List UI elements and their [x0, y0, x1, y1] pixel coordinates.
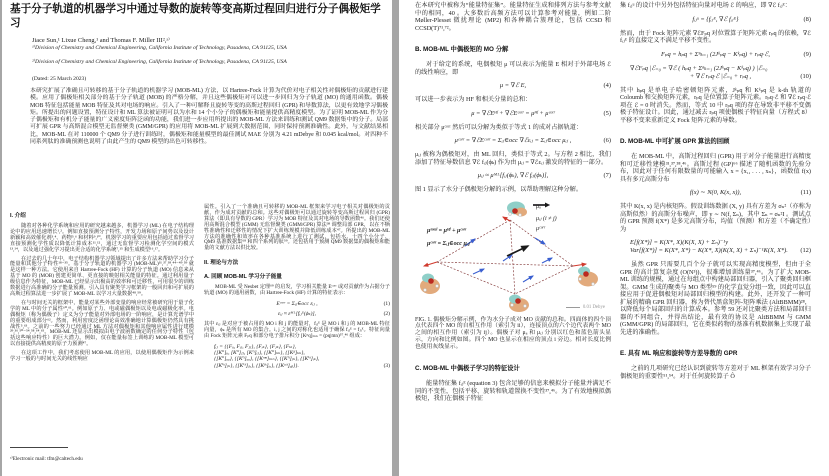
- paragraph: 随着对各种化学系统和应用的研究越来越多，机器学习 (ML) 在电子结构理论中的应用迅速增长¹,²。例如直接预测分子特性，开发力场和原子间势以及设计新颖和高效催化剂³,⁴、药物⁵,⁶ 和材料⁹,¹⁰。机器学习的重要应用包括通过监督学习直接预测化学性质以降低计算成本¹¹,¹²，通过无监督学习检测化学空间的模式¹³,¹⁴，以及通过强化学习提出更合适的化学系统⁷,¹⁵ 和生成模型¹⁶,¹⁷。: [10, 223, 194, 253]
- paragraph: 可以进一步表示为 HF 和相关分量的总和：: [415, 96, 532, 103]
- paragraph: 在这项工作中，我们考虑使用 MOB-ML 的应用，以使用偶极矩作为示例来学习一般的与时间无关的线性响应: [10, 350, 194, 363]
- equation-10: ∇ℰFₚq |ℰ₌₀ = ∇ℰ ( hₚq + Σⁿₖ₌₁ (2Jᵏₚq − Kᵏₚq) ) |ℰ₌₀ + ∇ℰ rₚq·ℰ |ℰ₌₀ + rₚq , (10): [630, 64, 811, 80]
- affiliation-1: ¹⁾Division of Chemistry and Chemical Engineering, California Institute of Technology, Pasadena, CA 91125, USA: [32, 45, 287, 51]
- page1-column-right: [204, 205, 390, 373]
- equation-9: Fₚq = hₚq + Σⁿₖ₌₁ (2Jᵏₚq − Kᵏₚq) + rₚq·ℰ, (9): [661, 50, 811, 58]
- equation-number: (11): [800, 189, 811, 196]
- section-heading-feature-design: C. MOB-ML 中偶极子学习的特征设计: [415, 365, 520, 373]
- equation-number: (4): [603, 82, 611, 89]
- paragraph: 在 MOB-ML 中，高斯过程回归 (GPR) 用于对分子能量进行高精度和可迁移性建模³¹,³⁷,³⁸,⁴⁶。高斯过程 (GP)⁶⁶ 描述了随机函数的先验分布，因此对于任何有限数量的可能输入 x = {x₁, . . . , xₙ}，函数值 f(x) 具有多元高斯分布: [620, 153, 811, 183]
- figure-1: [415, 200, 607, 314]
- abstract: 本研究扩展了准确且可转移的基于分子轨道的机器学习 (MOB-ML) 方法，以 Hartree-Fock 计算为代价对电子相关性对偶极矩的贡献进行建模。应用了偶极矩相关部分的基于分子轨道 (MOB) 的严格分解，并且这些偶极矩对可以进一步回归为分子轨道 (MO) 的通用函数。偶极 MOB 特征包括能量 MOB 特征及其对电场的响应。引入了一种可解释且旋转等变的高斯过程回归 (GPR) 和导数算法，以更有效地学习偶极矩。所提出的问题设置，特征设计和 ML 算法被证明可以为水和 14 个小分子的偶极矩和能量提供高精度模型。为了证明 MOB-ML 作为分子偶极矩和有机分子能量的广义密度矩阵泛函的功能，我们进一步应用所提出的 MOB-ML 方法来训练和测试 QM9 数据集中的分子。局部可扩展 GPR 与高斯混合模型无监督聚类 (GMM/GPR) 的应用将 MOB-ML 扩展到大数据范围，同时保持预测准确性。此外，与文献结果相比，MOB-ML 在对 110000 个 QM9 分子进行训练时，偶极矩和能量模型的最佳测试 MAE 分别为 4.21 mDebye 和 0.045 kcal/mol。对四种不同系列肽的准确预测也说明了由此产生的 QM9 模型的出色可转移性。: [30, 88, 388, 146]
- footnote-email: ᵃ⁾Electronic mail: tfm@caltech.edu: [10, 456, 83, 462]
- section-heading-theory: II. 理论与方法: [204, 260, 239, 267]
- equation-number: (3): [383, 362, 390, 369]
- equation-number: (5): [603, 109, 611, 117]
- equation-number: (9): [803, 50, 811, 58]
- equation-number: (12): [800, 247, 811, 254]
- paragraph: 相关部分 μᶜᵒʳʳ 然后可以分解为类似于等式 1 的成对占据轨道：: [415, 123, 583, 131]
- section-heading-scalable-gpr: D. MOB-ML 中可扩展 GPR 算法的回顾: [620, 138, 730, 145]
- section-heading-intro: I. 介绍: [10, 213, 26, 219]
- scale-line: [566, 307, 580, 308]
- equation-number: (6): [603, 137, 611, 144]
- correlation-dipole-arrow: [507, 246, 528, 256]
- section-heading-mo-decomposition: B. MOB-ML 中偶极矩的 MO 分解: [415, 46, 509, 53]
- mo-orbital-bottom: [509, 294, 529, 312]
- black-arrow-icon: [533, 202, 550, 208]
- figure-formula-corr: μᶜᵒʳʳ = Σᵢⱼ∈occ μᵢⱼ: [427, 240, 470, 247]
- figure-legend: [533, 202, 607, 235]
- equation-12: E[f(X*)] = K(X*, X)(K(X, X) + Σₙ)⁻¹y Var[f(X*)] = K(X*, X*) − K(X*, X)(K(X, X) + Σₙ)⁻¹K(X, X*). (12): [630, 239, 811, 254]
- paragraph: 图 1 显示了水分子偶极矩分解的示例，以帮助理解这种分解。: [415, 186, 583, 193]
- date-line: (Dated: 25 March 2023): [32, 76, 87, 82]
- paragraph: 然而，由于 Fock 矩阵元素 ∇ℰFₚq 对位置算子矩阵元素 rₚq 的依赖，∇ℰ fᵢⱼᴱ 的直接定义不满足平移不变性。: [620, 29, 811, 44]
- legend-row-mu-ij: μᵢⱼ (i ≠ j): [533, 213, 607, 224]
- section-heading-review-energy: A. 回顾 MOB-ML 学习分子能量: [204, 274, 282, 281]
- equation-number: (10): [800, 72, 811, 80]
- footnote-rule: [10, 447, 68, 448]
- paragraph: 在与时间无关的框架中，能量对某些外部变量的响应经常被研究用于量子化学的 ML 中的分子属性⁶⁰,⁶¹。例如原子力、电或磁偶极矩以及电或磁极化率。电偶极矩（称为偶极子）定义为分子能量对外部电场的一阶响应，是计算光谱学中的重要组成部分⁶²。然而，利用密度泛函理论高效准确地计算偶极矩仍然具有挑战性⁵,⁶³。之前的一些努力已经通过 ML 方法对偶极矩和其他响应属性进行建模²⁹,³⁶,⁵⁰⁻⁵⁴,⁵⁸,⁶⁴,⁶⁵。MOB-ML 还显示出模拟由电子波函数确定的任何分子特性（包括这些响应特性）的巨大潜力。例如，仅在能量标签上训练的 MOB-ML 模型可以直接提供高精度的原子力预测⁴⁷。: [10, 299, 194, 348]
- pair-dipole-arrows: [465, 238, 552, 282]
- paper-title: 基于分子轨道的机器学习中通过导数的旋转等变高斯过程回归进行分子偶极矩学习: [10, 3, 381, 29]
- page-2: [399, 0, 829, 476]
- paragraph: 之前的几项研究已经认识到旋转等方差对于 ML 框架有效学习分子偶极矩的重要性⁵¹,⁵⁴。对于任何旋转算子 Ô: [620, 365, 811, 380]
- paragraph: 其中 εᵢⱼ 是对应于被占用的 MO i 和 j 的能量对，fᵢⱼᴱ 是 MO i 和 j 的 MOB-ML 特征向量，ϕₖ 是所有 MO 的集合。i, j 之间的对称化也适用于确保 fᵢⱼᴱ = fⱼᵢᴱ。特征向量由 Fock 矩阵元素 Fₚq 和部分电子排斥积分 [Kᵖq]ₘₙ = (pq|mn)⁵⁷,⁴⁶ 组成：: [204, 320, 390, 339]
- page-1: [2, 0, 392, 476]
- equation-number: (1): [383, 301, 390, 308]
- paragraph: 属性。引入了一个准确且可转移的 MOB-ML 框架来学习电子相关对偶极矩的贡献，作为成对贡献的总和。这些对偶极矩可以通过旋转等变高斯过程回归 (GPR) 算法（即具有导数的 GPR）学习为 MOB 特征及其对电场的导数函数⁴⁶。我们还使用高斯混合模型 (GMM) 无监督聚类 (GMM/GPR) 算法³⁸ 调整局部 GPR，以在不牺牲准确性和迁移性的情况下扩大训练规模并降低训练成本⁴⁷。所提出的 MOB-ML 方法的准确性和效率在各种基准系统上进行了测试，包括水、十四个小分子、QM9 基准数据集⁶⁸ 和四个系列的肽⁵⁹。还包括用于预测 QM9 数据集的偶极矩和能量的文献方法以供比较。: [204, 204, 390, 252]
- equation-number: (2): [383, 311, 390, 318]
- legend-row-mu-ii: μᵢᵢ: [533, 202, 607, 213]
- paragraph: 对于给定的系统，电偶极矩 μ 可以表示为能量 E 相对于外部电场 ℰ 的线性响应，即: [415, 61, 611, 76]
- equation-2: εᵢⱼ ≈ εᴹᴸ[fᵢⱼᴱ(ϕₖ)], (2): [278, 311, 390, 318]
- equation-5: μ = ∇ℰEᴴᶠ + ∇ℰEᶜᵒʳʳ = μᴴᶠ + μᶜᵒʳʳ (5): [471, 109, 611, 117]
- equation-7: μᵢⱼ ≈ μᴹᴸ[fᵢⱼ(ϕₖ), ∇ℰ fᵢⱼ(ϕₖ)], (7): [477, 172, 611, 179]
- paragraph: 能量特征集 fᵢⱼᴱ (equation 3) 包含足够的信息来模拟分子能量并满足不同的不变性，包括平移、旋转和轨道置换不变性³⁷,⁴⁶。为了有效地模拟偶极矩，我们在偶极子特征: [415, 380, 611, 403]
- paragraph: 虽然 GPR 只需要几百个分子就可以实现高精度模型，但由于全 GPR 的高计算复杂度 (O(N³))，很难增加训练量³⁷,⁴⁶。为了扩大 MOB-ML 训练的规模，通过在每组点中构建局部回归器，引入了聚类回归框架。GMM 生成的聚类与 MO 类型⁵⁹ 的化学直觉分组一致，因此可以直接应用于促进偶极矩对局部回归模型的构建。此外，还开发了一种可扩展的精确 GPR 回归器，称为替代黑盒矩阵-矩阵乘法 (AltBBMM)²⁸，以降低每个局部回归的计算成本。参考 59 还对比聚类方法和局部回归器的不同组合，并得出结论，最有效的协议是 AltBBMM 与 GMM (GMM/GPR) 的局部回归，它在类似药物的基准有机数据集上实现了最先进的准确性。: [620, 261, 811, 336]
- equation-4: μ = ∇ℰ E, (4): [499, 82, 611, 89]
- affiliation-2: ²⁾Division of Chemistry and Chemical Engineering, California Institute of Technology, Pasadena, CA 91125, USA: [32, 59, 287, 65]
- paragraph: 集 fᵢⱼᵘ 的设计中另外包括特征向量对电场 ℰ 的响应，即 ∇ℰ fᵢⱼᴱ：: [620, 2, 791, 9]
- paragraph: μᵢⱼ 被称为偶极矩对，由 ML 回归，类似于等式 2。与方程 2 相比，我们添加了特征导数信息 ∇ℰ fᵢⱼ(ϕₖ) 作为由 μᵢⱼ = ∇ℰεᵢⱼ 激发的特征的一部分。: [415, 151, 611, 166]
- legend-row-mu-corr: μᶜᵒʳʳ: [533, 224, 607, 235]
- equation-number: (8): [803, 15, 811, 23]
- paragraph: MOB-ML 受 Nesbet 定理⁶⁹ 的启发，学习相关能量 Eᶜᵒʳʳ 或对贡献作为占据分子轨道 (MO) 的通用函数，由 Hartree-Fock (HF) 计算的特征表示：: [204, 284, 390, 297]
- page2-column-right: [620, 2, 811, 383]
- figure-scale-bar: 0.01 Debye: [566, 305, 605, 310]
- section-heading-gpr-derivatives: E. 具有 ML 响应和旋转等方差导数的 GPR: [620, 350, 738, 357]
- equation-1: Eᶜᵒʳʳ = Σᵢⱼ∈occ εᵢⱼ , (1): [276, 301, 390, 308]
- figure-formula-total: μᵗᵒᵗᵃˡ = μᴴᶠ + μᶜᵒʳʳ: [427, 227, 467, 234]
- mo-orbital-left: [420, 273, 440, 294]
- paragraph: 在过去的几十年中，电子结构机器学习领域提出了许多方法来帮助学习分子能量和其他分子特性¹⁸⁻³⁵。基于分子轨道的机器学习 (MOB-ML)³¹,³⁷,³⁸,⁴⁴⁻⁴⁹,⁵⁹ 就是这样一种方法。它使用来自 Hartree-Fock (HF) 计算的分子轨道 (MO) 信息来从基于 MO 的 (MOB) 创建更简单、更直接的映射相关能量的特征。通过利用量子级信息作为特征，MOB-ML 已经显示出极高的效率和可迁移性，可用很少的训练数据进行高准确的分子能量预测。引入具有聚类学习框架的一般回归和可扩展的高斯过程算法进一步扩展了 MOB-ML 以学习大量数据⁴⁸,⁵⁹。: [10, 255, 194, 297]
- equation-number: (7): [603, 172, 611, 179]
- authors-line: Jiace Sun,¹ Lixue Cheng,¹ and Thomas F. Miller III²,ᵃ⁾: [32, 37, 170, 44]
- page2-column-left: [415, 2, 611, 406]
- paragraph: 其中 hₚq 是单电子哈密顿矩阵元素，Jᵏₚq 和 Kᵏₚq 是 k-th 轨道的 Coloumb 和交换矩阵元素，rₚq 是位置算子矩阵元素。rₚq·ℰ 和 ∇ℰ rₚq·ℰ 项在 ℰ = 0 时消失。然而，等式 10 中 rₚq 项的存在导致非平移不变偶极子特征设计。因此，通过减去 rₚq 项使偶极子特征向量（方程式 8）平移不变来重新定义 Fock 矩阵元素的导数。: [620, 86, 811, 124]
- paragraph: 在本研究中被称为“能量特征集”。能量特征生成和排列方法与参考文献中的相同，40 。大多数后高频方法可以计算参考对能量，例如二阶 Møller-Plesset 微扰理论 (MP2) 和各种耦合簇理论，包括 CCSD 和 CCSD(T)⁷¹,⁷²。: [415, 2, 611, 32]
- equation-8: fᵢⱼᵘ = {fᵢⱼᴱ, ∇ℰ fᵢⱼᴱ} (8): [692, 15, 811, 23]
- page1-column-left: [10, 205, 194, 366]
- equation-3: fᵢⱼ = {{Fᵢᵢ, Fᵢⱼ, Fⱼⱼ}, {Fᵢₖ}, {Fⱼₖ}, {Fₖₗ}, {[Kⁱⁱ]ᵢᵢ, [Kⁱⁱ]ⱼⱼ, [Kⁱʲ]ᵢⱼ}, {[Kⁱⁱ]ₖₖ}, {[Kʲʲ]ₖₖ}, {[Kⁱⁱ]ₐₐ}, {[Kⁱʲ]ₐₐ}, {[Kᵐⁿ]ₘₙ}, {[Kⁱʲ]ⱼₖ}, {[Kⁱᵏ]ᵢₖ}, {[Kⁱᵏ]ⱼₖ}, {[Kⁱᵏ]ⱼₐ}, {[Kʲᵏ]ᵢₐ}, {[Kᵃᵇ]ₐᵦ}}. (3): [214, 343, 390, 369]
- equation-11: f(x) ∼ N(0, K(x, x)), (11): [689, 189, 811, 196]
- mo-orbital-right: [578, 266, 598, 286]
- figure-1-caption: FIG. 1. 偶极矩分解示例，作为水分子成对 MO 贡献的总和。四面体的四个顶点代表四个 MO 的自相互作用（索引为 ii），连接顶点的六个边代表两个 MO 之间的相互作用（索引为 ij）。偶极子对 μᵢᵢ 和 μᵢⱼ 分别以红色和蓝色箭头显示，方向和比例如图。四个 MO 也显示在相应的顶点 i 旁边。相对长度比例也使用灰线显示。: [415, 316, 611, 351]
- paragraph: 其中 K(x, x) 是内核矩阵。假设训练数据 (X, y) 具有方差为 σₙ²（亦称为高斯似然）的高斯分布噪声，即 y ∼ N(f, Σₙ)，其中 Σₙ = σₙ²I 。测试点的 GPR 预测 f(X*) 是多元高斯分布，均值（预测）和方差（不确定性）为: [620, 203, 811, 233]
- equation-6: μᶜᵒʳʳ = ∇ℰEᶜᵒʳʳ = Σᵢⱼ∈occ ∇ℰεᵢⱼ = Σᵢⱼ∈occ μᵢⱼ , (6): [454, 137, 611, 144]
- mo-orbital-top: [507, 201, 527, 216]
